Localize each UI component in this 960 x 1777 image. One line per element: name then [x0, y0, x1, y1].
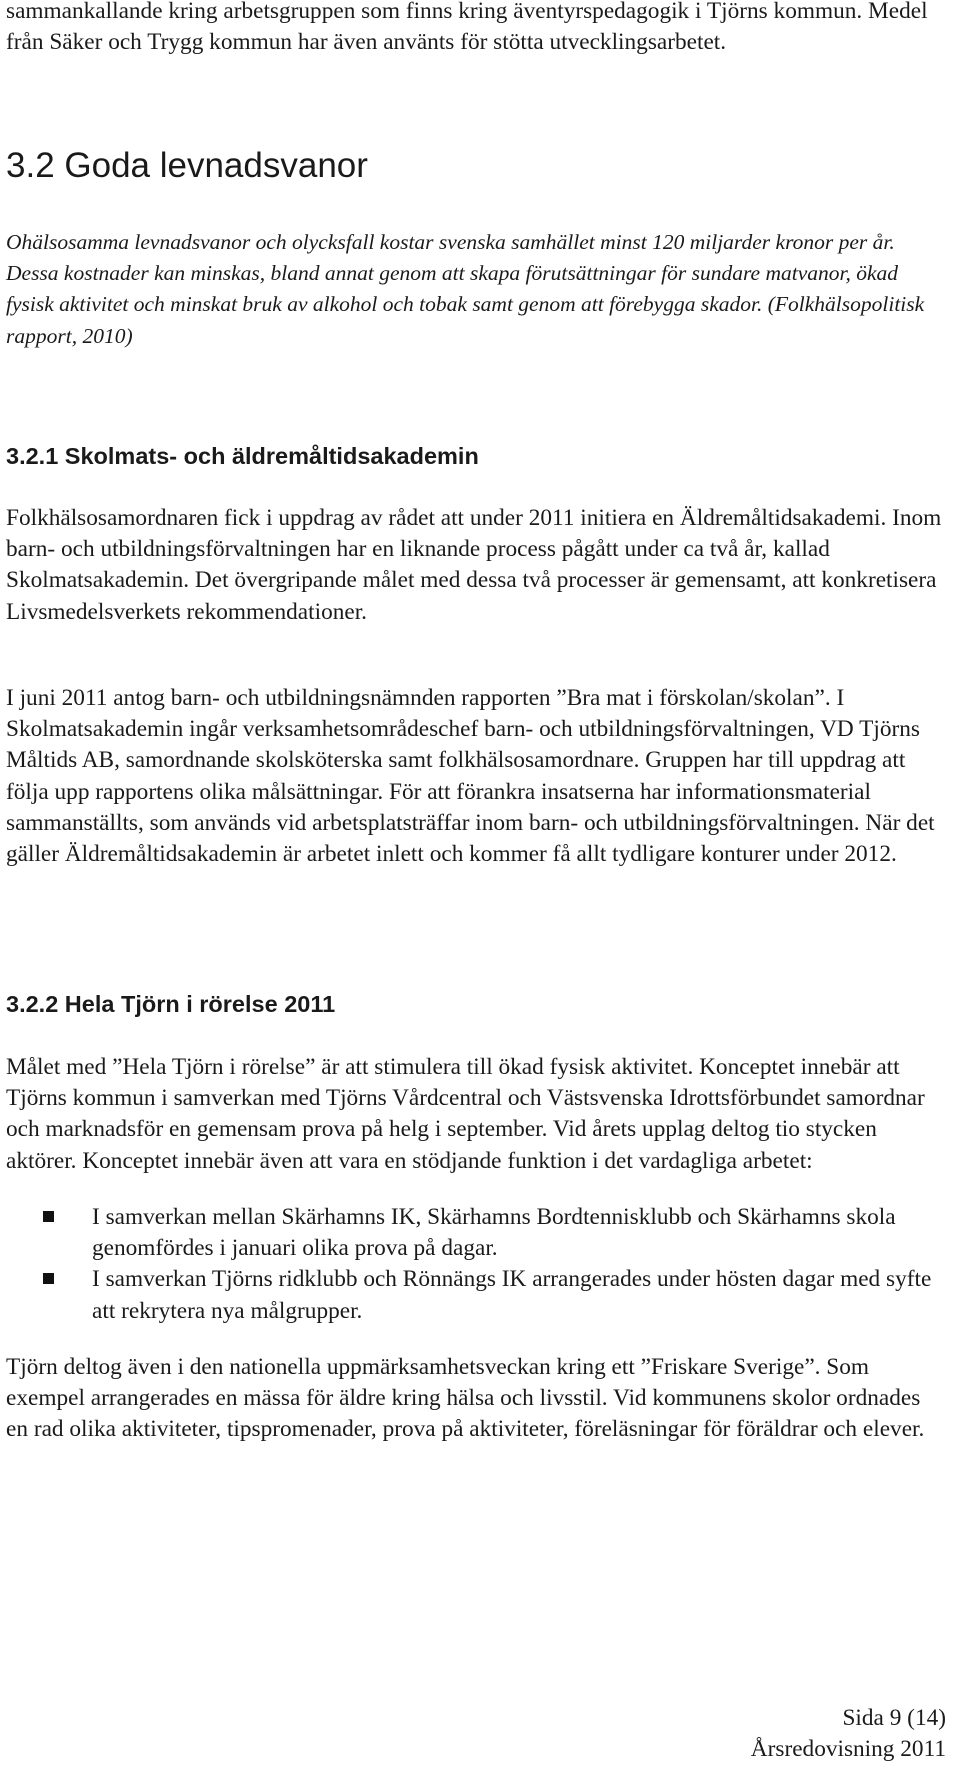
- list-item-text: I samverkan mellan Skärhamns IK, Skärhamns Bordtennisklubb och Skärhamns skola genomfördes i januari olika prova på dagar.: [92, 1204, 896, 1262]
- square-bullet-icon: [43, 1211, 54, 1222]
- square-bullet-icon: [43, 1273, 54, 1284]
- page-number: Sida 9 (14): [842, 1705, 946, 1731]
- section-heading-3-2-1: 3.2.1 Skolmats- och äldremåltidsakademin: [6, 443, 479, 469]
- list-item: [6, 1202, 946, 1264]
- page-footer: [751, 1703, 946, 1765]
- body-paragraph: Målet med ”Hela Tjörn i rörelse” är att stimulera till ökad fysisk aktivitet. Konceptet innebär att Tjörns kommun i samverkan med Tjörns Vårdcentral och Västsvenska Idrottsförbundet samordnar och marknadsför en gemensam prova på helg i september. Vid årets upplag deltog tio stycken aktörer. Konceptet innebär även att vara en stödjande funktion i det vardagliga arbetet:: [6, 1054, 925, 1174]
- list-item-text: I samverkan Tjörns ridklubb och Rönnängs IK arrangerades under hösten dagar med syfte att rekrytera nya målgrupper.: [92, 1266, 932, 1324]
- body-paragraph: Folkhälsosamordnaren fick i uppdrag av rådet att under 2011 initiera en Äldremåltidsakademi. Inom barn- och utbildningsförvaltningen har en liknande process pågått under ca två år, kallad Skolmatsakademin. Det övergripande målet med dessa två processer är gemensamt, att konkretisera Livsmedelsverkets rekommendationer.: [6, 505, 942, 625]
- intro-paragraph: sammankallande kring arbetsgruppen som finns kring äventyrspedagogik i Tjörns kommun. Medel från Säker och Trygg kommun har även använts för stötta utvecklingsarbetet.: [6, 0, 928, 56]
- document-title: Årsredovisning 2011: [750, 1736, 946, 1762]
- body-paragraph: Tjörn deltog även i den nationella uppmärksamhetsveckan kring ett ”Friskare Sverige”. Som exempel arrangerades en mässa för äldre kring hälsa och livsstil. Vid kommunens skolor ordnades en rad olika aktiviteter, tipspromenader, prova på aktiviteter, föreläsningar för föräldrar och elever.: [6, 1354, 925, 1443]
- list-item: [6, 1264, 946, 1326]
- section-heading-3-2-2: 3.2.2 Hela Tjörn i rörelse 2011: [6, 991, 336, 1017]
- bullet-list: [6, 1202, 946, 1327]
- section-heading-3-2: 3.2 Goda levnadsvanor: [6, 146, 368, 185]
- quote-paragraph: Ohälsosamma levnadsvanor och olycksfall kostar svenska samhället minst 120 miljarder kronor per år. Dessa kostnader kan minskas, bland annat genom att skapa förutsättningar för sundare matvanor, ökad fysisk aktivitet och minskat bruk av alkohol och tobak samt genom att förebygga skador. (Folkhälsopolitisk rapport, 2010): [6, 230, 925, 348]
- body-paragraph: I juni 2011 antog barn- och utbildningsnämnden rapporten ”Bra mat i förskolan/skolan”. I Skolmatsakademin ingår verksamhetsområdeschef barn- och utbildningsförvaltningen, VD Tjörns Måltids AB, samordnande skolsköterska samt folkhälsosamordnare. Gruppen har till uppdrag att följa upp rapportens olika målsättningar. För att förankra insatserna har informationsmaterial sammanställts, som används vid arbetsplatsträffar inom barn- och utbildningsförvaltningen. När det gäller Äldremåltidsakademin är arbetet inlett och kommer få allt tydligare konturer under 2012.: [6, 685, 935, 868]
